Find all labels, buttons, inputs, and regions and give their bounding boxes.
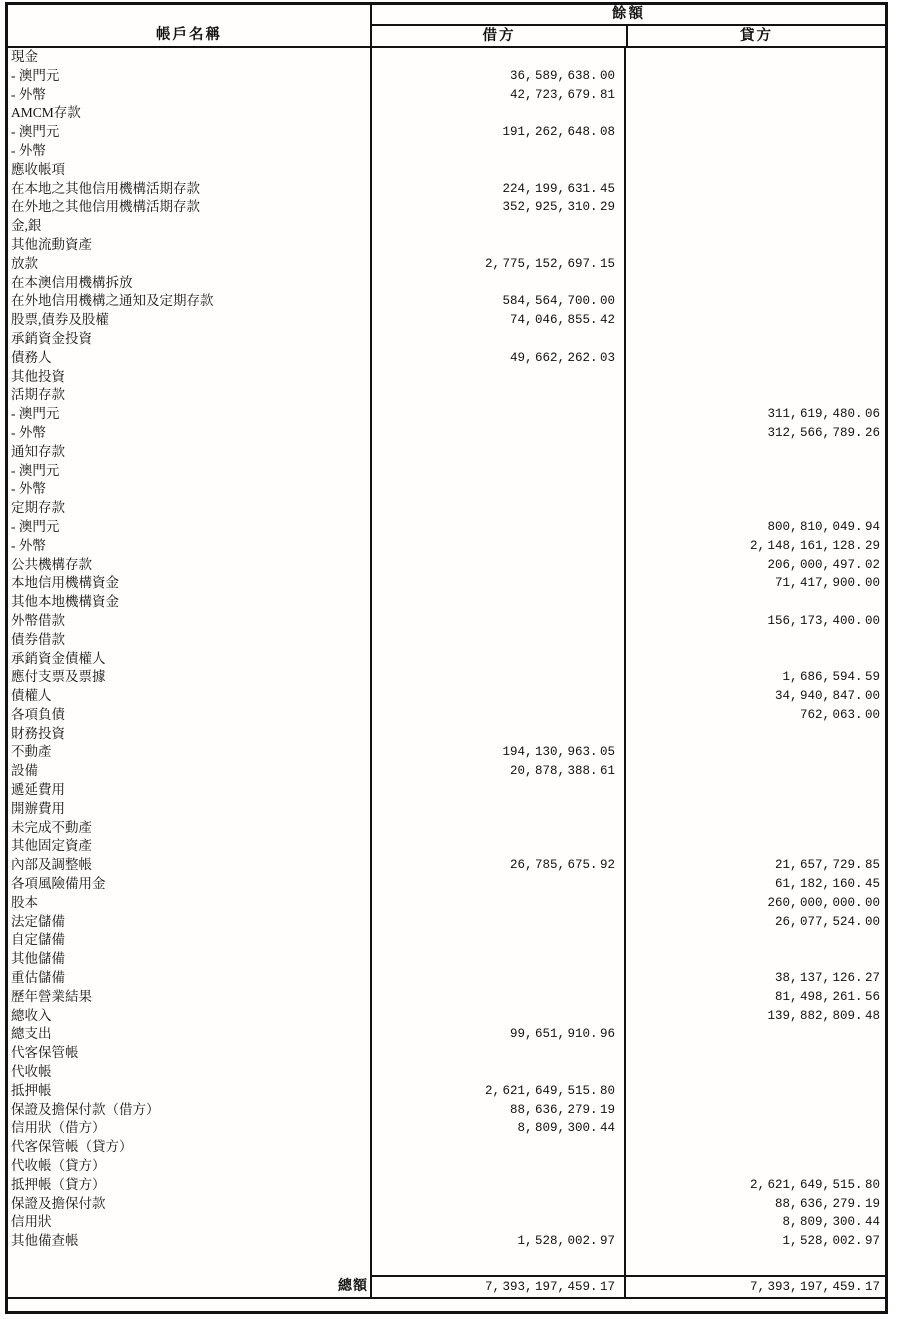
credit-amount <box>626 86 885 105</box>
table-row <box>8 424 885 443</box>
debit-amount: 26, 785, 675. 92 <box>372 856 626 875</box>
table-row <box>8 330 885 349</box>
account-name: - 外幣 <box>8 424 372 443</box>
credit-amount: 26, 077, 524. 00 <box>774 914 880 929</box>
account-name: 其他投資 <box>8 368 372 387</box>
account-name: - 澳門元 <box>8 405 372 424</box>
debit-amount <box>372 368 626 387</box>
debit-amount <box>372 48 626 67</box>
debit-amount <box>372 631 626 650</box>
credit-amount <box>626 349 885 368</box>
debit-amount <box>372 424 626 443</box>
total-row <box>8 1275 885 1299</box>
table-row <box>8 123 885 142</box>
account-name: 重估儲備 <box>8 969 372 988</box>
table-header <box>8 5 885 48</box>
credit-amount <box>626 236 885 255</box>
credit-amount <box>626 1157 885 1176</box>
debit-amount: 584, 564, 700. 00 <box>372 292 626 311</box>
credit-amount: 1, 528, 002. 97 <box>782 1234 880 1249</box>
debit-amount <box>372 687 626 706</box>
credit-amount <box>626 255 885 274</box>
table-row <box>8 67 885 86</box>
credit-amount: 139, 882, 809. 48 <box>767 1008 880 1023</box>
debit-amount: 99, 651, 910. 96 <box>372 1025 626 1044</box>
account-name: 定期存款 <box>8 499 372 518</box>
trial-balance-sheet <box>5 2 888 1314</box>
account-name: 公共機構存款 <box>8 556 372 575</box>
debit-amount: 8, 809, 300. 44 <box>372 1119 626 1138</box>
account-name: 外幣借款 <box>8 612 372 631</box>
table-row <box>8 311 885 330</box>
account-name: 其他流動資產 <box>8 236 372 255</box>
account-name: 信用狀（借方） <box>8 1119 372 1138</box>
balance-header-group <box>372 5 885 46</box>
table-row <box>8 1044 885 1063</box>
table-row <box>8 894 885 913</box>
table-row <box>8 687 885 706</box>
table-row <box>8 537 885 556</box>
table-row <box>8 1119 885 1138</box>
account-name: 代客保管帳 <box>8 1044 372 1063</box>
table-row <box>8 1213 885 1232</box>
table-row <box>8 1176 885 1195</box>
bottom-margin-strip <box>8 1299 885 1311</box>
debit-amount: 36, 589, 638. 00 <box>372 67 626 86</box>
debit-amount <box>372 405 626 424</box>
table-row <box>8 668 885 687</box>
credit-amount <box>626 480 885 499</box>
total-label: 總額 <box>8 1275 372 1297</box>
account-name: 股票,債券及股權 <box>8 311 372 330</box>
account-name: 代收帳 <box>8 1063 372 1082</box>
table-row <box>8 593 885 612</box>
total-credit-amount: 7, 393, 197, 459. 17 <box>749 1280 880 1294</box>
table-row <box>8 180 885 199</box>
account-name: 在本地之其他信用機構活期存款 <box>8 180 372 199</box>
table-row <box>8 443 885 462</box>
debit-amount <box>372 386 626 405</box>
account-name: 總支出 <box>8 1025 372 1044</box>
account-name: 其他儲備 <box>8 950 372 969</box>
account-name: - 外幣 <box>8 480 372 499</box>
debit-amount <box>372 480 626 499</box>
debit-amount <box>372 499 626 518</box>
account-name: 設備 <box>8 762 372 781</box>
debit-amount <box>372 1063 626 1082</box>
account-name: 信用狀 <box>8 1213 372 1232</box>
table-row <box>8 556 885 575</box>
account-name: 總收入 <box>8 1007 372 1026</box>
account-name: - 澳門元 <box>8 67 372 86</box>
table-row <box>8 161 885 180</box>
credit-amount: 156, 173, 400. 00 <box>767 613 880 628</box>
table-row <box>8 743 885 762</box>
account-name: 在本澳信用機構拆放 <box>8 274 372 293</box>
credit-amount: 206, 000, 497. 02 <box>767 557 880 572</box>
credit-amount: 260, 000, 000. 00 <box>767 895 880 910</box>
credit-amount <box>626 198 885 217</box>
account-name: 不動產 <box>8 743 372 762</box>
credit-amount <box>626 330 885 349</box>
spacer-credit-cell <box>626 1251 885 1275</box>
total-debit-amount: 7, 393, 197, 459. 17 <box>372 1277 626 1297</box>
debit-amount <box>372 537 626 556</box>
account-name: 內部及調整帳 <box>8 856 372 875</box>
credit-amount: 34, 940, 847. 00 <box>774 689 880 704</box>
table-row <box>8 706 885 725</box>
credit-amount: 38, 137, 126. 27 <box>774 971 880 986</box>
credit-amount <box>626 593 885 612</box>
account-name: 保證及擔保付款（借方） <box>8 1101 372 1120</box>
credit-amount <box>626 386 885 405</box>
debit-amount <box>372 725 626 744</box>
credit-amount <box>626 104 885 123</box>
spacer-row <box>8 1251 885 1275</box>
account-name: 其他備查帳 <box>8 1232 372 1251</box>
account-name: 債務人 <box>8 349 372 368</box>
debit-amount <box>372 161 626 180</box>
table-row <box>8 1101 885 1120</box>
table-row <box>8 104 885 123</box>
credit-amount <box>626 292 885 311</box>
table-row <box>8 837 885 856</box>
debit-amount <box>372 612 626 631</box>
debit-amount <box>372 1007 626 1026</box>
account-name: 金,銀 <box>8 217 372 236</box>
account-name: 通知存款 <box>8 443 372 462</box>
account-name: 在外地之其他信用機構活期存款 <box>8 198 372 217</box>
credit-amount <box>626 1025 885 1044</box>
credit-amount: 8, 809, 300. 44 <box>782 1215 880 1230</box>
credit-amount <box>626 743 885 762</box>
account-name: 活期存款 <box>8 386 372 405</box>
credit-amount <box>626 1063 885 1082</box>
column-header-balance: 餘額 <box>372 5 885 26</box>
account-name: 本地信用機構資金 <box>8 574 372 593</box>
account-name: 承銷資金投資 <box>8 330 372 349</box>
table-row <box>8 349 885 368</box>
table-row <box>8 781 885 800</box>
account-name: - 外幣 <box>8 86 372 105</box>
credit-amount: 81, 498, 261. 56 <box>774 989 880 1004</box>
account-name: - 外幣 <box>8 142 372 161</box>
table-row <box>8 292 885 311</box>
debit-amount <box>372 1176 626 1195</box>
account-name: 自定儲備 <box>8 931 372 950</box>
credit-amount <box>626 48 885 67</box>
credit-amount: 312, 566, 789. 26 <box>767 425 880 440</box>
credit-amount: 21, 657, 729. 85 <box>774 858 880 873</box>
table-row <box>8 988 885 1007</box>
balance-subheaders <box>372 26 885 46</box>
table-row <box>8 462 885 481</box>
debit-amount <box>372 518 626 537</box>
debit-amount: 191, 262, 648. 08 <box>372 123 626 142</box>
credit-amount: 61, 182, 160. 45 <box>774 877 880 892</box>
account-name: 遞延費用 <box>8 781 372 800</box>
debit-amount: 49, 662, 262. 03 <box>372 349 626 368</box>
table-row <box>8 819 885 838</box>
debit-amount <box>372 706 626 725</box>
account-name: - 澳門元 <box>8 123 372 142</box>
account-name: 現金 <box>8 48 372 67</box>
table-row <box>8 856 885 875</box>
account-name: - 澳門元 <box>8 518 372 537</box>
credit-amount <box>626 781 885 800</box>
table-row <box>8 480 885 499</box>
credit-amount: 2, 621, 649, 515. 80 <box>749 1177 880 1192</box>
account-name: 其他本地機構資金 <box>8 593 372 612</box>
credit-amount: 88, 636, 279. 19 <box>774 1196 880 1211</box>
credit-amount <box>626 311 885 330</box>
debit-amount: 194, 130, 963. 05 <box>372 743 626 762</box>
table-row <box>8 1195 885 1214</box>
credit-amount: 311, 619, 480. 06 <box>767 407 880 422</box>
credit-amount <box>626 800 885 819</box>
debit-amount <box>372 1044 626 1063</box>
credit-amount: 800, 810, 049. 94 <box>767 519 880 534</box>
table-row <box>8 217 885 236</box>
account-name: 代客保管帳（貸方） <box>8 1138 372 1157</box>
credit-amount <box>626 217 885 236</box>
account-name: AMCM存款 <box>8 104 372 123</box>
debit-amount <box>372 800 626 819</box>
account-name: 應收帳項 <box>8 161 372 180</box>
credit-amount <box>626 762 885 781</box>
debit-amount <box>372 274 626 293</box>
credit-amount <box>626 123 885 142</box>
account-name: 各項負債 <box>8 706 372 725</box>
credit-amount <box>626 180 885 199</box>
credit-amount <box>626 462 885 481</box>
account-name: 其他固定資產 <box>8 837 372 856</box>
table-row <box>8 1025 885 1044</box>
credit-amount <box>626 950 885 969</box>
credit-amount <box>626 1082 885 1101</box>
account-name: 放款 <box>8 255 372 274</box>
account-name: 債權人 <box>8 687 372 706</box>
debit-amount: 2, 775, 152, 697. 15 <box>372 255 626 274</box>
debit-amount <box>372 574 626 593</box>
credit-amount: 2, 148, 161, 128. 29 <box>749 538 880 553</box>
table-row <box>8 86 885 105</box>
debit-amount <box>372 236 626 255</box>
table-row <box>8 236 885 255</box>
account-name: 開辦費用 <box>8 800 372 819</box>
debit-amount <box>372 556 626 575</box>
debit-amount <box>372 668 626 687</box>
debit-amount <box>372 781 626 800</box>
account-name: 應付支票及票據 <box>8 668 372 687</box>
debit-amount: 74, 046, 855. 42 <box>372 311 626 330</box>
credit-amount: 71, 417, 900. 00 <box>774 576 880 591</box>
table-row <box>8 1007 885 1026</box>
account-rows <box>8 48 885 1251</box>
total-values <box>372 1275 885 1297</box>
account-name: 股本 <box>8 894 372 913</box>
table-row <box>8 48 885 67</box>
account-name: 歷年營業結果 <box>8 988 372 1007</box>
credit-amount <box>626 631 885 650</box>
debit-amount <box>372 931 626 950</box>
table-row <box>8 574 885 593</box>
credit-amount <box>626 931 885 950</box>
debit-amount <box>372 875 626 894</box>
table-row <box>8 1157 885 1176</box>
table-row <box>8 386 885 405</box>
debit-amount <box>372 443 626 462</box>
table-row <box>8 1063 885 1082</box>
table-row <box>8 950 885 969</box>
credit-amount <box>626 499 885 518</box>
credit-amount <box>626 837 885 856</box>
table-row <box>8 518 885 537</box>
table-row <box>8 142 885 161</box>
debit-amount <box>372 894 626 913</box>
table-row <box>8 612 885 631</box>
debit-amount <box>372 104 626 123</box>
credit-amount <box>626 67 885 86</box>
table-row <box>8 631 885 650</box>
spacer-debit-cell <box>372 1251 626 1275</box>
debit-amount: 1, 528, 002. 97 <box>372 1232 626 1251</box>
credit-amount <box>626 1138 885 1157</box>
table-row <box>8 1232 885 1251</box>
debit-amount: 224, 199, 631. 45 <box>372 180 626 199</box>
credit-amount <box>626 142 885 161</box>
column-header-debit: 借方 <box>372 26 628 46</box>
table-row <box>8 255 885 274</box>
debit-amount <box>372 969 626 988</box>
credit-amount: 1, 686, 594. 59 <box>782 670 880 685</box>
credit-amount <box>626 1101 885 1120</box>
account-name: 未完成不動產 <box>8 819 372 838</box>
table-row <box>8 368 885 387</box>
credit-amount <box>626 1044 885 1063</box>
credit-amount <box>626 443 885 462</box>
table-row <box>8 1082 885 1101</box>
table-row <box>8 762 885 781</box>
debit-amount <box>372 462 626 481</box>
table-row <box>8 875 885 894</box>
debit-amount: 2, 621, 649, 515. 80 <box>372 1082 626 1101</box>
table-row <box>8 499 885 518</box>
debit-amount <box>372 988 626 1007</box>
table-row <box>8 274 885 293</box>
column-header-credit: 貸方 <box>740 28 773 44</box>
debit-amount <box>372 837 626 856</box>
debit-amount <box>372 1138 626 1157</box>
debit-amount <box>372 913 626 932</box>
debit-amount <box>372 950 626 969</box>
account-name: 保證及擔保付款 <box>8 1195 372 1214</box>
table-row <box>8 405 885 424</box>
debit-amount: 20, 878, 388. 61 <box>372 762 626 781</box>
debit-amount <box>372 1213 626 1232</box>
credit-amount <box>626 1119 885 1138</box>
account-name: 在外地信用機構之通知及定期存款 <box>8 292 372 311</box>
debit-amount <box>372 819 626 838</box>
table-row <box>8 913 885 932</box>
account-name: - 外幣 <box>8 537 372 556</box>
debit-amount <box>372 650 626 669</box>
account-name: 代收帳（貸方） <box>8 1157 372 1176</box>
credit-amount <box>626 368 885 387</box>
account-name: 法定儲備 <box>8 913 372 932</box>
spacer-name-cell <box>8 1251 372 1275</box>
table-row <box>8 198 885 217</box>
table-row <box>8 969 885 988</box>
debit-amount <box>372 1157 626 1176</box>
account-name: 債券借款 <box>8 631 372 650</box>
debit-amount <box>372 142 626 161</box>
account-name: 財務投資 <box>8 725 372 744</box>
credit-amount <box>626 819 885 838</box>
table-row <box>8 725 885 744</box>
credit-amount <box>626 274 885 293</box>
debit-amount: 88, 636, 279. 19 <box>372 1101 626 1120</box>
table-row <box>8 931 885 950</box>
table-row <box>8 800 885 819</box>
debit-amount: 42, 723, 679. 81 <box>372 86 626 105</box>
credit-amount: 762, 063. 00 <box>799 707 880 722</box>
table-row <box>8 1138 885 1157</box>
table-row <box>8 650 885 669</box>
credit-amount <box>626 725 885 744</box>
account-name: 抵押帳 <box>8 1082 372 1101</box>
debit-amount <box>372 330 626 349</box>
column-header-account-name: 帳戶名稱 <box>8 5 372 46</box>
account-name: 抵押帳（貸方） <box>8 1176 372 1195</box>
credit-amount <box>626 161 885 180</box>
debit-amount: 352, 925, 310. 29 <box>372 198 626 217</box>
debit-amount <box>372 217 626 236</box>
credit-amount <box>626 650 885 669</box>
account-name: 各項風險備用金 <box>8 875 372 894</box>
debit-amount <box>372 593 626 612</box>
debit-amount <box>372 1195 626 1214</box>
account-name: - 澳門元 <box>8 462 372 481</box>
account-name: 承銷資金債權人 <box>8 650 372 669</box>
